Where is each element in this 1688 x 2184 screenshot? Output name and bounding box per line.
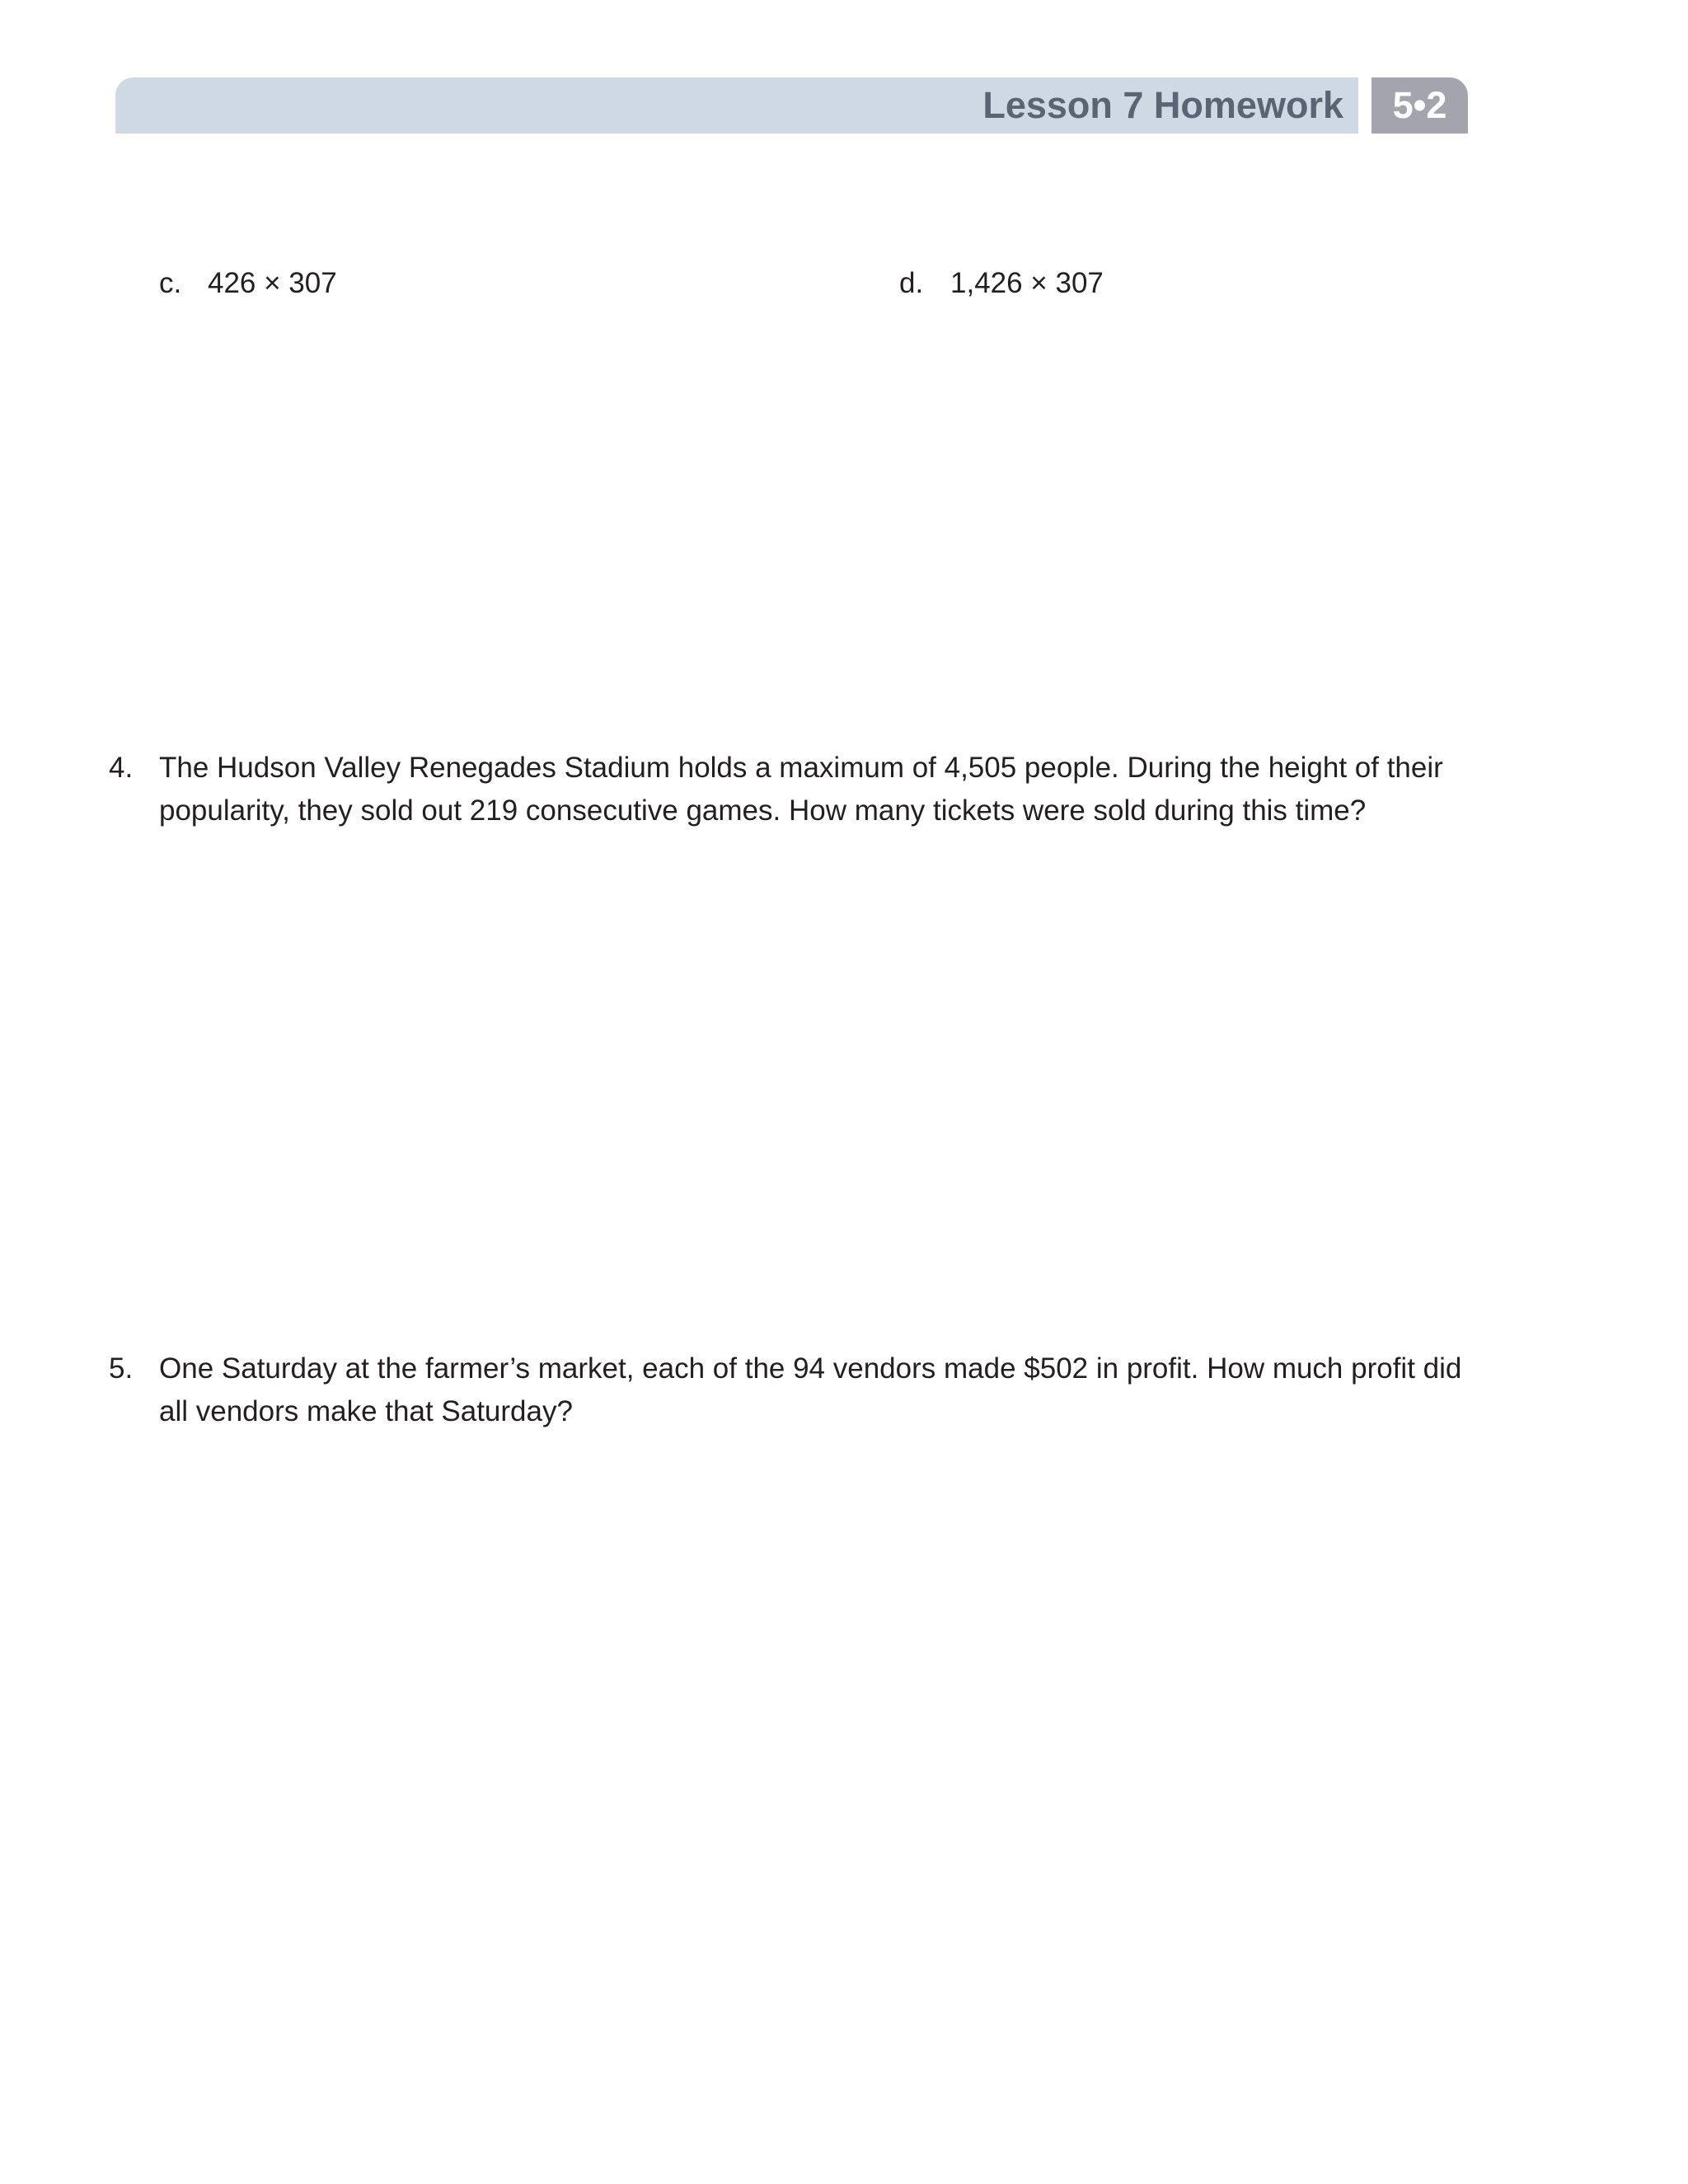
problem-d-label: d. bbox=[899, 267, 924, 299]
question-5-line-2: all vendors make that Saturday? bbox=[159, 1395, 573, 1427]
problem-c-expression: 426 × 307 bbox=[208, 267, 337, 299]
question-4-line-1: The Hudson Valley Renegades Stadium holds a maximum of 4,505 people. During the height of their bbox=[159, 752, 1443, 784]
lesson-title: Lesson 7 Homework bbox=[982, 84, 1343, 126]
question-4-number: 4. bbox=[109, 752, 134, 784]
question-4-line-2: popularity, they sold out 219 consecutive games. How many tickets were sold during this time? bbox=[159, 794, 1367, 827]
question-5-number: 5. bbox=[109, 1352, 134, 1385]
question-5-line-1: One Saturday at the farmer’s market, each of the 94 vendors made $502 in profit. How much profit did bbox=[159, 1352, 1462, 1385]
header-bar bbox=[115, 77, 1358, 134]
problem-c-label: c. bbox=[159, 267, 182, 299]
module-badge: 5•2 bbox=[1372, 77, 1468, 134]
problem-d-expression: 1,426 × 307 bbox=[950, 267, 1104, 299]
